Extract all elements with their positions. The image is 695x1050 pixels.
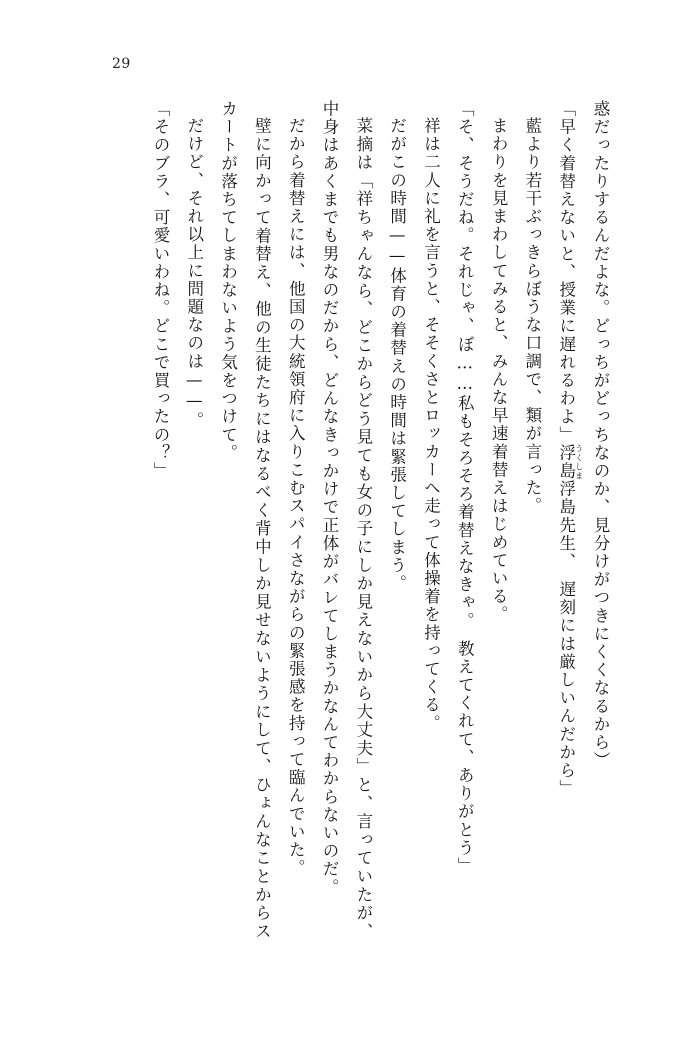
paragraph-line-continuation (583, 100, 617, 940)
text-run: だから着替えには、他国の大統領府に入りこむスパイさながらの緊張感を持って臨んでいた。 (286, 116, 306, 877)
paragraph-9 (177, 100, 211, 940)
page-number: 29 (112, 56, 131, 72)
text-run: 藍より若干ぶっきらぼうな口調で、類が言った。 (522, 116, 542, 515)
paragraph-8 (211, 100, 279, 940)
paragraph-4 (414, 100, 448, 940)
ruby-ukishima (556, 443, 584, 481)
paragraph-3 (481, 100, 515, 940)
ruby-base: 浮島 (556, 443, 576, 481)
paragraph-dialogue-2 (447, 100, 481, 940)
ruby-reading: うくしま (574, 443, 584, 481)
text-run: 「そのブラ、可愛いわね。どこで買ったの？」 (150, 100, 170, 481)
paragraph-dialogue-1 (549, 100, 583, 940)
paragraph-7 (278, 100, 312, 940)
paragraph-5 (380, 100, 414, 940)
text-run: だがこの時間——体育の着替えの時間は緊張してしまう。 (387, 116, 407, 593)
text-run: 「そ、そうだね。それじゃ、ぼ……私もそろそろ着替えなきゃ。 教えてくれて、ありがとう」 (455, 100, 475, 876)
text-run: 惑だったりするんだよな。どっちがどっちなのか、見分けがつきにくくなるから） (591, 100, 610, 770)
text-run: 「早く着替えないと、授業に遅れるわよ」 (556, 100, 576, 444)
text-run: 浮島先生、 遅刻には厳しいんだから」 (556, 480, 576, 798)
text-run: 祥は二人に礼を言うと、そそくさとロッカーへ走って体操着を持ってくる。 (421, 116, 441, 732)
paragraph-dialogue-3 (143, 100, 177, 940)
text-run: 菜摘は「祥ちゃんなら、どこからどう見ても女の子にしか見えないから大丈夫」と、言っていたが、中身はあくまでも男なのだから、どんなきっかけで正体がバレてしまうかなんてわからないのだ。 (320, 100, 373, 940)
text-run: まわりを見まわしてみると、みんな早速着替えはじめている。 (489, 116, 509, 624)
paragraph-2 (515, 100, 549, 940)
text-run: 壁に向かって着替え、他の生徒たちにはなるべく背中しか見せないようにして、ひょんなことからスカートが落ちてしまわないよう気をつけて。 (218, 100, 272, 940)
paragraph-6 (312, 100, 380, 940)
text-run: だけど、それ以上に問題なのは——。 (184, 116, 204, 430)
page-body-text (57, 100, 617, 940)
